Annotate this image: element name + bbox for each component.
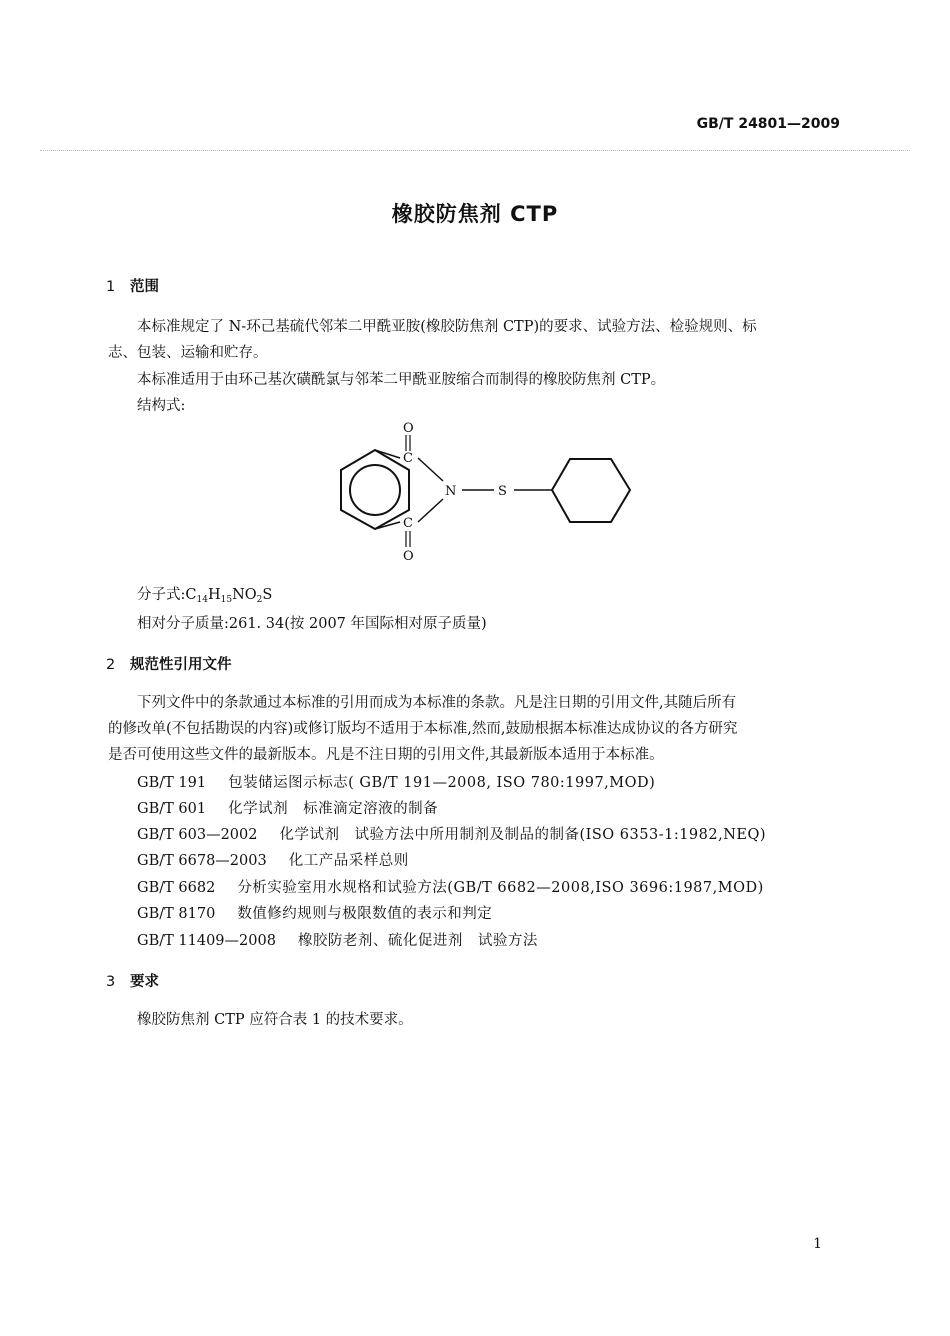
reference-title: 橡胶防老剂、硫化促进剂 试验方法	[297, 933, 538, 949]
reference-title: 化学试剂 试验方法中所用制剂及制品的制备(ISO 6353-1:1982,NEQ)	[279, 827, 767, 843]
section-1-paragraph-2: 本标准适用于由环己基次磺酰氯与邻苯二甲酰亚胺缩合而制得的橡胶防焦剂 CTP。	[137, 372, 666, 388]
header-divider	[40, 150, 910, 151]
reference-title: 化工产品采样总则	[288, 853, 409, 869]
reference-item	[137, 902, 492, 923]
reference-title: 包装储运图示标志( GB/T 191—2008, ISO 780:1997,MOD)	[228, 775, 656, 791]
formula-s: S	[262, 587, 273, 603]
section-3-title: 要求	[130, 974, 159, 990]
reference-code: GB/T 601	[137, 801, 207, 817]
formula-label: 分子式:	[137, 587, 186, 603]
atom-s: S	[498, 484, 507, 499]
reference-item	[137, 849, 409, 870]
section-1-heading	[106, 275, 159, 296]
reference-code: GB/T 6678—2003	[137, 853, 267, 869]
bond-c-n-top	[418, 458, 443, 481]
structural-formula	[300, 415, 640, 565]
reference-item	[137, 771, 655, 792]
reference-code: GB/T 11409—2008	[137, 933, 276, 949]
formula-h-count: 15	[220, 595, 233, 605]
atom-o-top: O	[403, 421, 414, 436]
section-1-paragraph-1	[108, 314, 843, 366]
reference-title: 数值修约规则与极限数值的表示和判定	[237, 906, 493, 922]
section-3-paragraph: 橡胶防焦剂 CTP 应符合表 1 的技术要求。	[137, 1012, 413, 1028]
page-number: 1	[813, 1236, 822, 1252]
reference-code: GB/T 191	[137, 775, 207, 791]
reference-title: 分析实验室用水规格和试验方法(GB/T 6682—2008,ISO 3696:1987,MOD)	[237, 880, 764, 896]
section-2-number: 2	[106, 657, 116, 673]
atom-c-bottom: C	[403, 516, 413, 531]
standard-number: GB/T 24801—2009	[696, 116, 840, 132]
page-title: 橡胶防焦剂 CTP	[391, 202, 559, 226]
section-2-para-line-2: 的修改单(不包括勘误的内容)或修订版均不适用于本标准,然而,鼓励根据本标准达成协议的各方研究	[108, 721, 738, 737]
section-3-number: 3	[106, 974, 116, 990]
reference-code: GB/T 8170	[137, 906, 216, 922]
reference-code: GB/T 6682	[137, 880, 216, 896]
atom-n: N	[445, 484, 457, 499]
benzene-ring	[341, 450, 409, 529]
reference-item	[137, 929, 538, 950]
section-1-title: 范围	[130, 279, 159, 295]
reference-code: GB/T 603—2002	[137, 827, 258, 843]
formula-o-count: 2	[256, 595, 263, 605]
structure-label: 结构式:	[137, 398, 186, 414]
bond-c-n-bottom	[418, 499, 443, 522]
section-2-title: 规范性引用文件	[130, 657, 232, 673]
section-3-heading	[106, 970, 159, 991]
reference-item	[137, 823, 766, 844]
reference-title: 化学试剂 标准滴定溶液的制备	[228, 801, 439, 817]
reference-item	[137, 876, 764, 897]
section-1-para-1-line-1: 本标准规定了 N-环己基硫代邻苯二甲酰亚胺(橡胶防焦剂 CTP)的要求、试验方法、检验规则、标	[137, 319, 757, 335]
section-2-para-line-3: 是否可使用这些文件的最新版本。凡是不注日期的引用文件,其最新版本适用于本标准。	[108, 747, 664, 763]
formula-no: NO	[232, 587, 257, 603]
section-2-heading	[106, 653, 232, 674]
cyclohexane-ring	[552, 459, 630, 522]
reference-item	[137, 797, 438, 818]
relative-molecular-mass: 相对分子质量:261. 34(按 2007 年国际相对原子质量)	[137, 616, 487, 632]
section-1-para-1-line-2: 志、包装、运输和贮存。	[108, 345, 268, 361]
molecular-formula	[137, 583, 272, 605]
formula-c-count: 14	[196, 595, 208, 605]
benzene-aromatic-circle	[350, 465, 400, 515]
formula-h: H	[207, 587, 221, 603]
atom-o-bottom: O	[403, 549, 414, 564]
atom-c-top: C	[403, 451, 413, 466]
section-2-para-line-1: 下列文件中的条款通过本标准的引用而成为本标准的条款。凡是注日期的引用文件,其随后所有	[137, 695, 737, 711]
formula-c: C	[185, 587, 197, 603]
section-2-paragraph	[108, 690, 843, 768]
section-1-number: 1	[106, 279, 116, 295]
